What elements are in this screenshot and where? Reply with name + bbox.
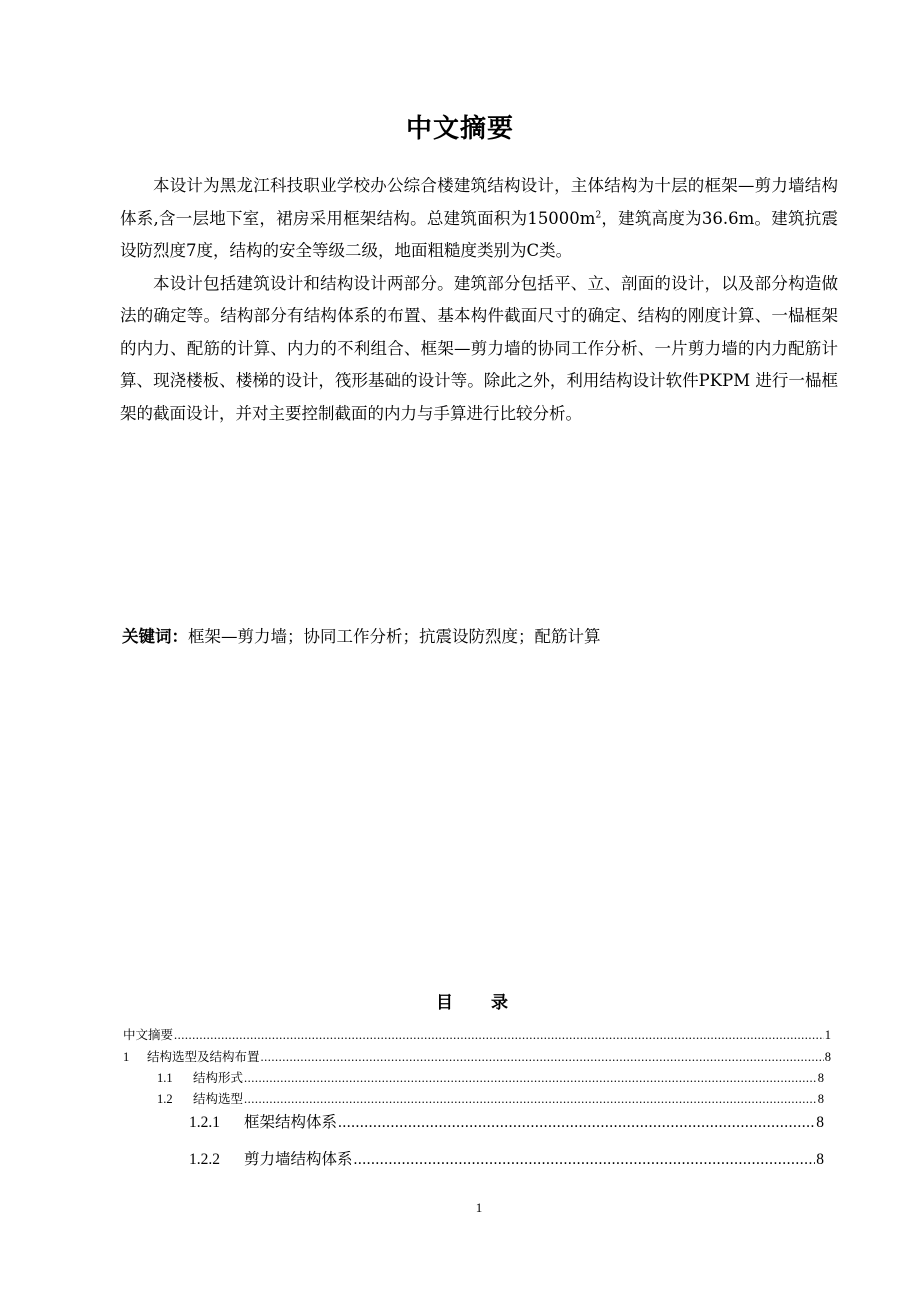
toc-entry[interactable] [157,1068,824,1086]
page-number: 1 [475,1200,483,1215]
toc-leader [261,1050,824,1065]
toc-entry-page: 8 [817,1092,824,1106]
toc-entry-number: 1.2.2 [189,1151,220,1168]
keywords-label: 关键词： [122,627,188,646]
toc-entry-title: 结构选型及结构布置 [147,1050,260,1064]
toc-entry[interactable] [123,1025,831,1043]
toc-entry-page: 8 [824,1050,831,1064]
toc-entry-number: 1.2 [157,1092,173,1106]
toc-entry-title: 结构选型 [193,1092,244,1106]
toc-leader [338,1114,815,1132]
abstract-paragraph-1-part-a: 本设计为黑龙江科技职业学校办公综合楼建筑结构设计，主体结构为十层的框架—剪力墙结构体系,含一层地下室，裙房采用框架结构。总建筑面积为15000m [120,176,838,228]
toc-entry-number: 1 [123,1050,130,1064]
toc-entry[interactable] [123,1047,831,1065]
toc-entry-page: 8 [816,1114,824,1131]
toc-entry-title: 剪力墙结构体系 [244,1151,353,1168]
toc-leader [244,1071,817,1086]
toc-leader [174,1028,824,1043]
toc-title: 目 录 [436,993,524,1013]
abstract-paragraph-1-part-b: ，建筑高度为36.6m。建筑抗震设防烈度7度，结构的安全等级二级，地面粗糙度类别为C类。 [120,208,838,260]
toc-entry[interactable] [189,1110,824,1132]
area-superscript: 2 [595,210,602,220]
toc-entry-title: 框架结构体系 [244,1114,338,1131]
toc-entry-title: 中文摘要 [123,1028,174,1042]
toc-entry[interactable] [157,1089,824,1107]
toc-leader [354,1151,816,1169]
toc-entry[interactable] [189,1147,824,1169]
toc-entry-number: 1.1 [157,1071,173,1085]
toc-entry-page: 1 [824,1028,831,1042]
toc-entry-page: 8 [816,1151,824,1168]
keywords-text: 框架—剪力墙；协同工作分析；抗震设防烈度；配筋计算 [188,627,601,646]
toc-entry-title: 结构形式 [193,1071,244,1085]
toc-entry-number: 1.2.1 [189,1114,220,1131]
toc-leader [244,1092,817,1107]
toc-entry-page: 8 [817,1071,824,1085]
abstract-paragraph-2: 本设计包括建筑设计和结构设计两部分。建筑部分包括平、立、剖面的设计，以及部分构造做法的确定等。结构部分有结构体系的布置、基本构件截面尺寸的确定、结构的刚度计算、一榀框架的内力、配筋的计算、内力的不利组合、框架—剪力墙的协同工作分析、一片剪力墙的内力配筋计算、现浇楼板、楼梯的设计，筏形基础的设计等。除此之外，利用结构设计软件PKPM 进行一榀框架的截面设计，并对主要控制截面的内力与手算进行比较分析。 [120,273,838,423]
abstract-title: 中文摘要 [405,114,514,144]
